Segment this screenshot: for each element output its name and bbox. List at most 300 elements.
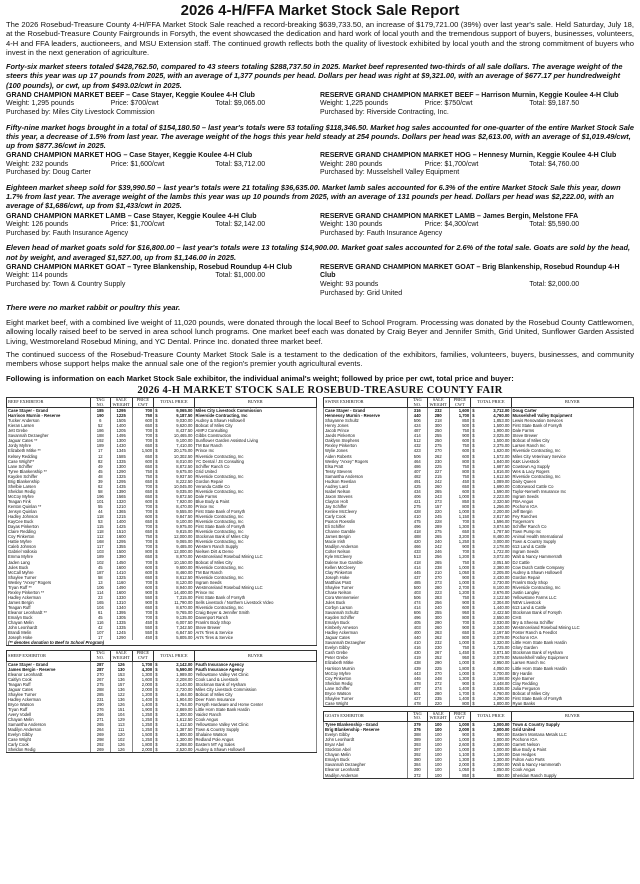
champion-stats — [6, 100, 320, 109]
exhibitor-cell: James Bergin - Reserve — [7, 667, 91, 672]
currency-sign: $ — [472, 690, 475, 696]
buyer-cell: Musselshell Valley Equipment — [511, 413, 633, 418]
buyer-cell: Davenport Ranch — [194, 615, 316, 620]
buyer-cell: Redland Pole Angus — [194, 737, 316, 742]
price-cell: 700 — [132, 524, 154, 529]
reserve-champion-block — [320, 152, 634, 178]
total-value: 9,555.00 — [176, 509, 193, 515]
tag-cell: 419 — [407, 655, 427, 660]
page-title: 2026 4-H/FFA Market Stock Sale Report — [180, 2, 460, 19]
currency-sign: $ — [155, 433, 158, 439]
buyer-cell: Bobcat of Miles City — [194, 560, 316, 565]
buyer-cell: Prince Inc — [194, 448, 316, 453]
weight-cell: 227 — [427, 469, 449, 474]
buyer-cell: Art's Tires & Service — [194, 630, 316, 635]
tag-cell: 400 — [407, 630, 427, 635]
currency-sign: $ — [155, 534, 158, 540]
weight-cell: 218 — [427, 418, 449, 423]
weight-cell: 1215 — [110, 514, 132, 519]
currency-sign: $ — [472, 554, 475, 560]
price-cell: 900 — [449, 681, 471, 686]
price-cell: 1,400 — [449, 686, 471, 691]
champion-pair — [6, 92, 634, 118]
champion-stats — [320, 281, 634, 290]
weight-cell: 1210 — [110, 504, 132, 509]
tag-cell: 443 — [407, 671, 427, 676]
tag-cell: 264 — [90, 727, 110, 732]
buyer-cell: Jeff Bergin — [511, 509, 633, 514]
currency-sign: $ — [472, 514, 475, 520]
price-cell: 900 — [449, 600, 471, 605]
currency-sign: $ — [472, 620, 475, 626]
exhibitor-cell: Hudson Reeslan — [324, 479, 408, 484]
exhibitor-cell: Tucker Anderson — [7, 418, 91, 423]
exhibitor-cell: Jules Buck — [324, 600, 408, 605]
tag-cell: 42 — [90, 625, 110, 630]
exhibitor-cell: Case Wright — [7, 737, 91, 742]
champion-buyer: Purchased by: Riverside Contracting, Inc. — [320, 108, 449, 116]
currency-sign: $ — [472, 655, 475, 661]
exhibitor-cell: Emalyn Buck — [7, 615, 91, 620]
total-cell — [154, 747, 194, 753]
weight-cell: 252 — [427, 655, 449, 660]
column-header-buyer: BUYER — [511, 711, 633, 721]
price-cell: 900 — [449, 732, 471, 737]
total-value: 1,100.00 — [493, 752, 510, 758]
champion-heading: GRAND CHAMPION MARKET BEEF – Case Stayer, Keggie Koulee 4-H Club — [6, 91, 255, 99]
champion-buyer: Purchased by: Fauth Insurance Agency — [6, 229, 129, 237]
tag-cell: 414 — [407, 565, 427, 570]
currency-sign: $ — [472, 599, 475, 605]
price-cell: 700 — [449, 620, 471, 625]
exhibitor-cell: Samantha Anderson — [7, 722, 91, 727]
buyer-cell: TM Bar Ranch — [194, 443, 316, 448]
buyer-cell: Town & Country Supply — [511, 722, 633, 728]
total-value: 1,300.00 — [493, 757, 510, 763]
currency-sign: $ — [155, 742, 158, 748]
currency-sign: $ — [472, 670, 475, 676]
tag-cell: 379 — [407, 722, 427, 728]
weight-cell: 289 — [427, 524, 449, 529]
currency-sign: $ — [155, 574, 158, 580]
weight-cell: 120 — [110, 732, 132, 737]
currency-sign: $ — [472, 615, 475, 621]
exhibitor-cell: McCoy Myhre — [7, 494, 91, 499]
exhibitor-cell: Elizabeth Mitke ** — [7, 448, 91, 453]
buyer-cell: Larsen Ranch Inc — [511, 660, 633, 665]
total-value: 1,572.00 — [493, 453, 510, 459]
total-value: 1,596.00 — [493, 519, 510, 525]
currency-sign: $ — [472, 423, 475, 429]
weight-cell: 100 — [427, 752, 449, 757]
buyer-cell: Steve Brewer — [194, 625, 316, 630]
buyer-cell: Fauth Insurance Agency — [194, 661, 316, 667]
buyer-cell: Fauth Insurance Agency — [194, 667, 316, 672]
buyer-cell: Riverside Contracting, Inc — [194, 605, 316, 610]
total-value: 9,937.50 — [176, 473, 193, 479]
tag-cell: 292 — [90, 742, 110, 747]
exhibitor-cell: Kyle McCleery — [324, 554, 408, 559]
currency-sign: $ — [472, 752, 475, 758]
price-cell: 700 — [132, 544, 154, 549]
price-cell: 800 — [449, 459, 471, 464]
currency-sign: $ — [155, 428, 158, 434]
buyer-cell: Riverside Contracting, Inc — [194, 454, 316, 459]
weight-cell: 260 — [427, 625, 449, 630]
table-note-row — [7, 640, 317, 646]
exhibitor-cell: Audrey Lard — [324, 484, 408, 489]
price-cell: 2,000 — [132, 682, 154, 687]
weight-cell: 273 — [427, 499, 449, 504]
buyer-cell: Dan Hedges — [511, 752, 633, 757]
weight-cell: 275 — [427, 529, 449, 534]
price-cell: 800 — [449, 701, 471, 707]
price-cell: 1,200 — [132, 692, 154, 697]
tag-cell: 410 — [407, 640, 427, 645]
buyer-cell: Fey Ranches — [511, 514, 633, 519]
weight-cell: 265 — [427, 560, 449, 565]
champion-heading: RESERVE GRAND CHAMPION MARKET BEEF – Harrison Murnin, Keggie Koulee 4-H Club — [320, 91, 619, 99]
currency-sign: $ — [155, 559, 158, 565]
weight-cell: 280 — [427, 691, 449, 696]
total-value: 1,500.00 — [493, 438, 510, 444]
column-header-tag: TAG NO. — [90, 651, 110, 661]
total-value: 2,304.00 — [493, 599, 510, 605]
total-value: 1,300.00 — [176, 737, 193, 743]
buyer-cell: Torgerson's — [511, 519, 633, 524]
total-value: 8,470.00 — [176, 504, 193, 509]
champion-weight: Weight: 126 pounds — [6, 221, 69, 229]
total-value: 14,400.00 — [173, 589, 193, 595]
tag-cell: 446 — [407, 676, 427, 681]
price-cell: 650 — [449, 484, 471, 489]
total-value: 1,840.00 — [493, 458, 510, 464]
total-value: 2,869.00 — [176, 706, 193, 712]
price-cell: 1,000 — [449, 494, 471, 499]
exhibitor-cell: Kayden Schiffer — [7, 474, 91, 479]
currency-sign: $ — [155, 589, 158, 595]
tag-cell: 440 — [407, 635, 427, 640]
buyer-cell: Little Horn State Bank Hardin — [194, 707, 316, 712]
exhibitor-cell: Oaklynn Stephens — [324, 438, 408, 443]
price-cell: 750 — [132, 469, 154, 474]
column-header-price: PRICE CWT — [449, 711, 471, 721]
weight-cell: 255 — [427, 433, 449, 438]
price-cell: 1,100 — [449, 752, 471, 757]
tag-cell: 267 — [90, 677, 110, 682]
column-header-exhibitor: SWINE EXHIBITOR — [324, 397, 408, 407]
buyer-cell: Steve Brewer — [511, 433, 633, 438]
weight-cell: 1325 — [110, 474, 132, 479]
tag-cell: 388 — [407, 732, 427, 737]
total-value: 2,380.00 — [493, 564, 510, 570]
tag-cell: 425 — [407, 484, 427, 489]
champion-pair — [6, 152, 634, 178]
total-value: 8,970.00 — [176, 554, 193, 560]
total-value: 1,440.00 — [493, 604, 510, 610]
total-value: 1,050.00 — [493, 767, 510, 773]
column-header-weight: SALE WEIGHT — [110, 651, 132, 661]
exhibitor-cell: Henry Jones — [324, 423, 408, 428]
buyer-cell: First State Bank of Forsyth — [194, 509, 316, 514]
price-cell: 650 — [449, 630, 471, 635]
price-cell: 650 — [132, 519, 154, 524]
buyer-cell: Westmoreland Rosebud Mining LLC — [194, 554, 316, 559]
currency-sign: $ — [155, 579, 158, 585]
buyer-cell: Sells Livestock / Northern Livestock Video — [194, 600, 316, 605]
price-cell: 1,250 — [132, 712, 154, 717]
price-cell: 650 — [132, 494, 154, 499]
currency-sign: $ — [472, 433, 475, 439]
price-cell: 600 — [132, 565, 154, 570]
weight-cell: 275 — [427, 443, 449, 448]
weight-cell: 126 — [110, 747, 132, 753]
currency-sign: $ — [472, 574, 475, 580]
champion-price: Price: $4,300/cwt — [424, 221, 479, 229]
weight-cell: 126 — [110, 661, 132, 667]
weight-cell: 272 — [427, 681, 449, 686]
tag-cell: 17 — [90, 448, 110, 453]
currency-sign: $ — [155, 498, 158, 504]
price-cell: 1,600 — [132, 677, 154, 682]
tag-cell: 440 — [407, 413, 427, 418]
champion-buyer: Purchased by: Musselshell Valley Equipment — [320, 169, 460, 177]
champion-weight: Weight: 114 pounds — [6, 272, 68, 280]
weight-cell: 245 — [427, 514, 449, 519]
price-cell: 2,700 — [449, 585, 471, 590]
exhibitor-cell: Kayden Schiffer — [324, 615, 408, 620]
total-value: 1,800.00 — [176, 732, 193, 738]
weight-cell: 270 — [427, 575, 449, 580]
exhibitor-cell: Elizabeth Mitke — [324, 660, 408, 665]
column-header-price: PRICE CWT — [132, 397, 154, 407]
champion-weight: Weight: 1,295 pounds — [6, 100, 74, 108]
currency-sign: $ — [472, 675, 475, 681]
price-cell: 2,000 — [449, 762, 471, 767]
champion-heading: RESERVE GRAND CHAMPION MARKET GOAT – Brig Blankenship, Rosebud Roundup 4-H Club — [320, 263, 620, 280]
price-cell: 1,700 — [449, 691, 471, 696]
total-value: 1,387.50 — [176, 727, 193, 733]
exhibitor-cell: Jaguar Cates — [324, 635, 408, 640]
price-cell: 850 — [449, 773, 471, 779]
buyer-cell: Nielsen Dirt & Demo — [194, 549, 316, 554]
price-cell: 1,250 — [132, 717, 154, 722]
total-value: 2,178.00 — [493, 544, 510, 550]
currency-sign: $ — [155, 438, 158, 444]
tag-cell: 506 — [407, 595, 427, 600]
currency-sign: $ — [155, 686, 158, 692]
total-value: 6,007.50 — [176, 620, 193, 626]
price-cell: 4,300 — [132, 667, 154, 672]
weight-cell: 235 — [427, 696, 449, 701]
weight-cell: 1400 — [110, 519, 132, 524]
total-value: 2,268.00 — [176, 742, 193, 748]
champion-weight: Weight: 130 pounds — [320, 221, 383, 229]
price-cell: 650 — [132, 554, 154, 559]
total-value: 2,817.50 — [493, 514, 510, 520]
total-value: 1,800.00 — [493, 700, 510, 706]
exhibitor-cell: Bryar Abel — [324, 742, 408, 747]
exhibitor-cell: Sheldon Redig — [7, 747, 91, 753]
exhibitor-cell: Chase Nelson — [324, 590, 408, 595]
currency-sign: $ — [472, 448, 475, 454]
grand-champion-block — [6, 92, 320, 118]
currency-sign: $ — [155, 539, 158, 545]
exhibitor-cell: Bryce Watson — [7, 702, 91, 707]
buyer-cell: Frank's Body Shop — [194, 620, 316, 625]
price-cell: 1,000 — [449, 747, 471, 752]
buyer-cell: YC Dental / JS Consulting — [194, 459, 316, 464]
price-cell: 550 — [132, 630, 154, 635]
results-tables — [6, 397, 634, 779]
buyer-cell: Miles City Livestock Commission — [194, 408, 316, 414]
currency-sign: $ — [155, 448, 158, 454]
price-cell: 750 — [449, 443, 471, 448]
tag-cell: 475 — [407, 519, 427, 524]
exhibitor-cell: Isabel Nelson — [324, 489, 408, 494]
currency-sign: $ — [155, 666, 158, 672]
tag-cell: 405 — [407, 620, 427, 625]
weight-cell: 283 — [427, 595, 449, 600]
price-cell: 1,000 — [449, 565, 471, 570]
weight-cell: 270 — [427, 671, 449, 676]
exhibitor-cell: Case Stayer - Grand — [7, 661, 91, 667]
total-value: 1,904.00 — [176, 696, 193, 702]
currency-sign: $ — [155, 625, 158, 631]
buyer-cell: Cow Dutch Cattle Company — [511, 565, 633, 570]
tag-cell: 423 — [407, 448, 427, 453]
currency-sign: $ — [472, 772, 475, 778]
tag-cell: 13 — [90, 580, 110, 585]
total-value: 1,764.00 — [176, 701, 193, 707]
exhibitor-cell: Tyree Blankenship ** — [7, 469, 91, 474]
tag-cell: 496 — [407, 615, 427, 620]
total-value: 2,422.50 — [493, 609, 510, 615]
price-cell: 650 — [132, 464, 154, 469]
buyer-cell: Riverside Contracting, Inc — [194, 575, 316, 580]
currency-sign: $ — [472, 650, 475, 656]
weight-cell: 100 — [427, 722, 449, 728]
exhibitor-cell: Shaylee Turner — [7, 692, 91, 697]
price-cell: 650 — [132, 454, 154, 459]
exhibitor-cell: Lane Schiffer — [7, 464, 91, 469]
tag-cell: 496 — [407, 524, 427, 529]
weight-cell: 1365 — [110, 509, 132, 514]
weight-cell: 243 — [427, 494, 449, 499]
tag-cell: 103 — [90, 549, 110, 554]
weight-cell: 157 — [427, 504, 449, 509]
price-cell: 1,050 — [449, 767, 471, 772]
currency-sign: $ — [155, 493, 158, 499]
total-value: 8,612.50 — [176, 574, 193, 580]
total-cell — [471, 773, 511, 779]
tag-cell: 393 — [407, 742, 427, 747]
champion-price: Price: $700/cwt — [110, 100, 159, 108]
weight-cell: 1335 — [110, 620, 132, 625]
price-cell: 1,300 — [449, 524, 471, 529]
buyer-cell: Cottonwood Cattle Co — [511, 484, 633, 489]
buyer-cell: Clay Redding — [511, 681, 633, 686]
total-value: 2,950.00 — [493, 660, 510, 666]
exhibitor-cell: Jordy Myhre — [7, 443, 91, 448]
total-value: 1,590.00 — [493, 488, 510, 494]
tag-cell: 464 — [407, 459, 427, 464]
currency-sign: $ — [472, 660, 475, 666]
reserve-champion-block — [320, 92, 634, 118]
beef-to-school-paragraph: Eight market beef, with a combined live weight of 11,020 pounds, were donated through the local Beef to School Program. Processing was donated by the Rosebud County Cattlewomen, allowing locally raised beef to be served in area school lunch programs. One market beef each was donated by Craig Beyer and Jennifer Smith, Grid United, Sunflower Garden Assisted Living, Westmoreland Rosebud Mining, and YC Dental. Prince Inc. donated three market beef. — [6, 318, 634, 346]
total-value: 1,722.00 — [493, 549, 510, 555]
weight-cell: 1565 — [110, 494, 132, 499]
total-value: 9,600.00 — [176, 564, 193, 570]
total-value: 1,000.00 — [493, 722, 510, 728]
price-cell: 750 — [449, 645, 471, 650]
tag-cell: 430 — [407, 650, 427, 655]
buyer-cell: Musselshell Valley Equipment — [511, 655, 633, 660]
champion-buyer: Purchased by: Grid United — [320, 289, 403, 297]
price-cell: 900 — [132, 600, 154, 605]
total-value: 9,872.50 — [176, 493, 193, 499]
price-cell: 2,000 — [132, 687, 154, 692]
price-cell: 650 — [132, 479, 154, 484]
price-cell: 1,200 — [449, 554, 471, 559]
price-cell: 700 — [132, 509, 154, 514]
total-value: 8,480.00 — [493, 534, 510, 540]
buyer-cell: Forsyth Hardware and Home Center — [194, 702, 316, 707]
total-value: 1,690.00 — [493, 483, 510, 489]
total-value: 2,223.00 — [493, 493, 510, 499]
exhibitor-cell: Emalyn Buck — [324, 757, 408, 762]
buyer-cell: Ingram Seeds — [194, 580, 316, 585]
currency-sign: $ — [155, 408, 158, 414]
tag-cell: 390 — [407, 767, 427, 772]
tag-cell: 285 — [90, 692, 110, 697]
weight-cell: 1600 — [110, 534, 132, 539]
total-value: 2,448.00 — [493, 680, 510, 686]
weight-cell: 215 — [427, 474, 449, 479]
price-cell: 2,000 — [132, 747, 154, 753]
price-cell: 650 — [132, 575, 154, 580]
tag-cell: 49 — [90, 464, 110, 469]
total-value: 1,853.00 — [493, 418, 510, 424]
currency-sign: $ — [155, 599, 158, 605]
tag-cell: 276 — [90, 707, 110, 712]
tag-cell: 414 — [407, 433, 427, 438]
tag-cell: 406 — [407, 494, 427, 499]
goats-table — [323, 711, 634, 779]
exhibitor-info-heading: Following is information on each Market Stock Sale exhibitor, the individual animal's weight; followed by price per cwt, total price and buyer: — [6, 373, 514, 383]
weight-cell: 1160 — [110, 580, 132, 585]
weight-cell: 1435 — [110, 484, 132, 489]
buyer-cell: Yellowstone Valley Vet Clinic — [194, 672, 316, 677]
tag-cell: 424 — [407, 423, 427, 428]
exhibitor-cell: Savannah Dezaegher — [324, 762, 408, 767]
category-section — [6, 123, 634, 178]
tag-cell: 52 — [90, 423, 110, 428]
exhibitor-cell: Harrison Murnin - Reserve — [7, 413, 91, 418]
buyer-cell: Dale Farms — [194, 494, 316, 499]
price-cell: 800 — [449, 504, 471, 509]
buyer-cell: K&K Livestock — [511, 459, 633, 464]
column-header-exhibitor: SHEEP EXHIBITOR — [7, 651, 91, 661]
tag-cell: 486 — [407, 464, 427, 469]
buyer-cell: Pochonn IGA — [511, 635, 633, 640]
total-value: 8,940.00 — [176, 584, 193, 590]
category-section — [6, 183, 634, 238]
weight-cell: 290 — [427, 620, 449, 625]
weight-cell: 1310 — [110, 600, 132, 605]
exhibitor-cell: Colter Nelson — [324, 549, 408, 554]
buyer-cell: Lewis Renovation Services — [511, 418, 633, 423]
